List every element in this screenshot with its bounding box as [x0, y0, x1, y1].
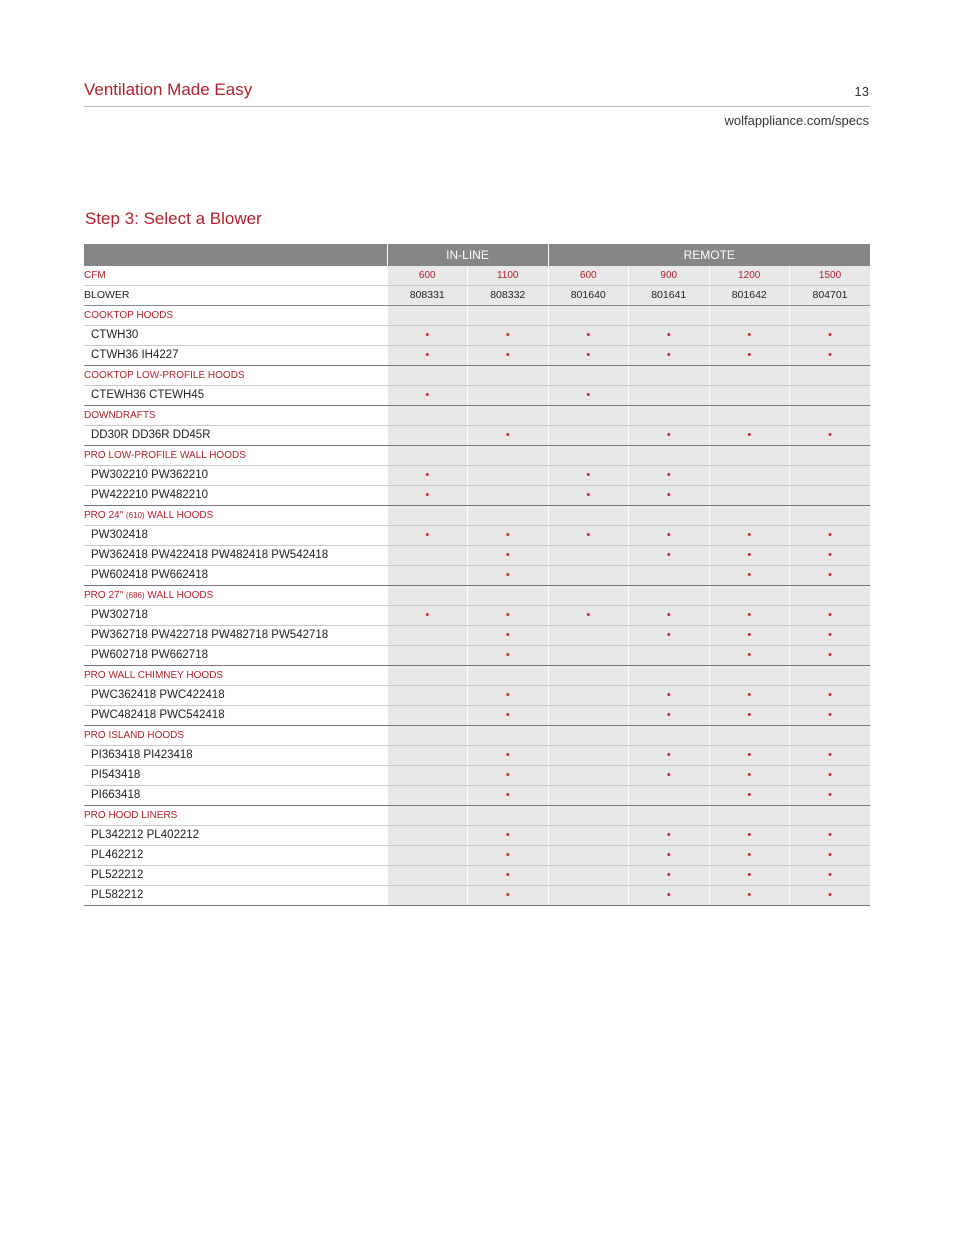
category-empty-cell — [548, 306, 629, 326]
category-empty-cell — [468, 446, 549, 466]
category-empty-cell — [468, 406, 549, 426]
group-header-blank — [84, 244, 387, 266]
model-numbers: PL342212 PL402212 — [84, 826, 387, 846]
compatible-dot: • — [468, 686, 549, 706]
model-numbers: PL582212 — [84, 886, 387, 906]
empty-cell — [548, 846, 629, 866]
category-row — [84, 366, 870, 386]
category-label-text: PRO 27" — [84, 590, 126, 601]
empty-cell — [387, 826, 468, 846]
category-row — [84, 406, 870, 426]
model-numbers: DD30R DD36R DD45R — [84, 426, 387, 446]
category-empty-cell — [387, 446, 468, 466]
compatible-dot: • — [790, 526, 871, 546]
model-numbers: CTWH36 IH4227 — [84, 346, 387, 366]
blower-model-number: 801641 — [629, 286, 710, 306]
compatible-dot: • — [629, 546, 710, 566]
compatible-dot: • — [790, 626, 871, 646]
compatible-dot: • — [468, 646, 549, 666]
compatible-dot: • — [629, 426, 710, 446]
model-numbers: PI543418 — [84, 766, 387, 786]
blower-model-number: 801640 — [548, 286, 629, 306]
category-empty-cell — [629, 406, 710, 426]
compatible-dot: • — [468, 566, 549, 586]
compatible-dot: • — [548, 386, 629, 406]
category-empty-cell — [387, 506, 468, 526]
compatible-dot: • — [468, 606, 549, 626]
model-numbers: PI363418 PI423418 — [84, 746, 387, 766]
model-numbers: PW602718 PW662718 — [84, 646, 387, 666]
compatible-dot: • — [709, 706, 790, 726]
compatible-dot: • — [629, 606, 710, 626]
compatible-dot: • — [790, 546, 871, 566]
compatible-dot: • — [790, 826, 871, 846]
category-empty-cell — [709, 806, 790, 826]
category-label-text: WALL HOODS — [144, 510, 214, 521]
empty-cell — [387, 626, 468, 646]
group-header-inline: IN-LINE — [387, 244, 548, 266]
compatible-dot: • — [468, 526, 549, 546]
compatible-dot: • — [790, 566, 871, 586]
empty-cell — [548, 626, 629, 646]
category-empty-cell — [709, 586, 790, 606]
empty-cell — [548, 746, 629, 766]
compatible-dot: • — [709, 346, 790, 366]
empty-cell — [387, 566, 468, 586]
compatible-dot: • — [629, 526, 710, 546]
compatible-dot: • — [468, 886, 549, 906]
category-label — [84, 506, 387, 526]
compatible-dot: • — [629, 766, 710, 786]
empty-cell — [548, 766, 629, 786]
category-row — [84, 506, 870, 526]
empty-cell — [629, 386, 710, 406]
compatible-dot: • — [629, 886, 710, 906]
empty-cell — [709, 486, 790, 506]
category-empty-cell — [548, 506, 629, 526]
blower-selection-table — [84, 244, 870, 906]
compatible-dot: • — [468, 626, 549, 646]
compatible-dot: • — [629, 846, 710, 866]
header-divider — [84, 106, 870, 107]
model-row — [84, 426, 870, 446]
page-number: 13 — [854, 84, 869, 99]
empty-cell — [468, 486, 549, 506]
empty-cell — [387, 546, 468, 566]
category-empty-cell — [709, 726, 790, 746]
category-empty-cell — [387, 806, 468, 826]
blower-row — [84, 286, 870, 306]
model-numbers: PW302210 PW362210 — [84, 466, 387, 486]
model-numbers: PL462212 — [84, 846, 387, 866]
compatible-dot: • — [468, 426, 549, 446]
category-row — [84, 306, 870, 326]
compatible-dot: • — [709, 566, 790, 586]
category-empty-cell — [387, 666, 468, 686]
compatible-dot: • — [629, 746, 710, 766]
compatible-dot: • — [790, 886, 871, 906]
compatible-dot: • — [709, 826, 790, 846]
compatible-dot: • — [548, 606, 629, 626]
empty-cell — [387, 706, 468, 726]
category-empty-cell — [709, 306, 790, 326]
empty-cell — [468, 386, 549, 406]
compatible-dot: • — [468, 346, 549, 366]
empty-cell — [548, 826, 629, 846]
model-row — [84, 486, 870, 506]
compatible-dot: • — [548, 346, 629, 366]
category-empty-cell — [548, 446, 629, 466]
category-empty-cell — [548, 586, 629, 606]
compatible-dot: • — [790, 786, 871, 806]
category-empty-cell — [629, 366, 710, 386]
blower-model-number: 801642 — [709, 286, 790, 306]
compatible-dot: • — [709, 526, 790, 546]
model-row — [84, 386, 870, 406]
compatible-dot: • — [709, 646, 790, 666]
empty-cell — [629, 566, 710, 586]
compatible-dot: • — [468, 846, 549, 866]
category-empty-cell — [790, 446, 871, 466]
category-empty-cell — [790, 586, 871, 606]
compatible-dot: • — [790, 606, 871, 626]
category-row — [84, 586, 870, 606]
compatible-dot: • — [468, 766, 549, 786]
compatible-dot: • — [468, 746, 549, 766]
model-row — [84, 886, 870, 906]
empty-cell — [548, 426, 629, 446]
compatible-dot: • — [790, 326, 871, 346]
model-numbers: PW422210 PW482210 — [84, 486, 387, 506]
empty-cell — [790, 386, 871, 406]
group-header-row — [84, 244, 870, 266]
group-header-remote: REMOTE — [548, 244, 870, 266]
compatible-dot: • — [790, 646, 871, 666]
model-row — [84, 346, 870, 366]
model-row — [84, 646, 870, 666]
category-label: DOWNDRAFTS — [84, 406, 387, 426]
page-title: Ventilation Made Easy — [84, 80, 253, 99]
model-numbers: PI663418 — [84, 786, 387, 806]
empty-cell — [387, 646, 468, 666]
compatible-dot: • — [387, 346, 468, 366]
cfm-value: 1200 — [709, 266, 790, 286]
category-empty-cell — [790, 666, 871, 686]
category-empty-cell — [709, 666, 790, 686]
compatible-dot: • — [790, 346, 871, 366]
empty-cell — [387, 746, 468, 766]
category-row — [84, 806, 870, 826]
category-empty-cell — [548, 406, 629, 426]
model-row — [84, 746, 870, 766]
empty-cell — [629, 786, 710, 806]
empty-cell — [387, 886, 468, 906]
empty-cell — [548, 566, 629, 586]
category-empty-cell — [629, 446, 710, 466]
category-label: PRO HOOD LINERS — [84, 806, 387, 826]
category-empty-cell — [629, 806, 710, 826]
category-label-metric: (610) — [125, 511, 145, 520]
empty-cell — [468, 466, 549, 486]
compatible-dot: • — [790, 846, 871, 866]
cfm-value: 1100 — [468, 266, 549, 286]
category-label-text: PRO 24" — [84, 510, 126, 521]
compatible-dot: • — [709, 606, 790, 626]
category-label: COOKTOP HOODS — [84, 306, 387, 326]
compatible-dot: • — [709, 746, 790, 766]
model-row — [84, 606, 870, 626]
category-empty-cell — [629, 586, 710, 606]
category-empty-cell — [387, 306, 468, 326]
compatible-dot: • — [629, 686, 710, 706]
category-label: PRO ISLAND HOODS — [84, 726, 387, 746]
category-empty-cell — [468, 586, 549, 606]
compatible-dot: • — [468, 826, 549, 846]
blower-model-number: 808331 — [387, 286, 468, 306]
compatible-dot: • — [629, 346, 710, 366]
compatible-dot: • — [790, 706, 871, 726]
category-empty-cell — [468, 306, 549, 326]
category-empty-cell — [629, 666, 710, 686]
category-empty-cell — [790, 406, 871, 426]
model-row — [84, 866, 870, 886]
cfm-row — [84, 266, 870, 286]
compatible-dot: • — [709, 546, 790, 566]
category-empty-cell — [709, 506, 790, 526]
compatible-dot: • — [709, 786, 790, 806]
model-row — [84, 766, 870, 786]
compatible-dot: • — [468, 546, 549, 566]
category-label — [84, 586, 387, 606]
cfm-label: CFM — [84, 266, 387, 286]
empty-cell — [548, 786, 629, 806]
step-title: Step 3: Select a Blower — [85, 209, 262, 228]
blower-model-number: 808332 — [468, 286, 549, 306]
compatible-dot: • — [629, 706, 710, 726]
compatible-dot: • — [709, 886, 790, 906]
model-numbers: PW602418 PW662418 — [84, 566, 387, 586]
model-numbers: CTEWH36 CTEWH45 — [84, 386, 387, 406]
category-label: COOKTOP LOW-PROFILE HOODS — [84, 366, 387, 386]
category-empty-cell — [468, 806, 549, 826]
model-numbers: PL522212 — [84, 866, 387, 886]
category-empty-cell — [468, 506, 549, 526]
compatible-dot: • — [790, 866, 871, 886]
compatible-dot: • — [629, 466, 710, 486]
model-row — [84, 826, 870, 846]
compatible-dot: • — [468, 326, 549, 346]
compatible-dot: • — [709, 866, 790, 886]
compatible-dot: • — [629, 626, 710, 646]
compatible-dot: • — [790, 746, 871, 766]
blower-model-number: 804701 — [790, 286, 871, 306]
empty-cell — [548, 706, 629, 726]
empty-cell — [387, 766, 468, 786]
model-numbers: CTWH30 — [84, 326, 387, 346]
empty-cell — [548, 546, 629, 566]
compatible-dot: • — [709, 626, 790, 646]
cfm-value: 600 — [387, 266, 468, 286]
category-empty-cell — [548, 666, 629, 686]
compatible-dot: • — [387, 526, 468, 546]
compatible-dot: • — [709, 766, 790, 786]
compatible-dot: • — [387, 606, 468, 626]
category-empty-cell — [468, 726, 549, 746]
cfm-value: 1500 — [790, 266, 871, 286]
empty-cell — [387, 786, 468, 806]
category-empty-cell — [629, 506, 710, 526]
empty-cell — [387, 866, 468, 886]
compatible-dot: • — [790, 426, 871, 446]
compatible-dot: • — [468, 706, 549, 726]
compatible-dot: • — [387, 466, 468, 486]
category-empty-cell — [468, 666, 549, 686]
category-empty-cell — [387, 726, 468, 746]
category-empty-cell — [387, 586, 468, 606]
compatible-dot: • — [709, 426, 790, 446]
empty-cell — [790, 466, 871, 486]
category-row — [84, 666, 870, 686]
model-row — [84, 786, 870, 806]
compatible-dot: • — [709, 686, 790, 706]
category-empty-cell — [548, 806, 629, 826]
category-empty-cell — [790, 306, 871, 326]
compatible-dot: • — [548, 466, 629, 486]
blower-label: BLOWER — [84, 286, 387, 306]
category-label: PRO WALL CHIMNEY HOODS — [84, 666, 387, 686]
empty-cell — [548, 646, 629, 666]
category-empty-cell — [548, 366, 629, 386]
category-empty-cell — [468, 366, 549, 386]
category-empty-cell — [709, 366, 790, 386]
model-numbers: PWC362418 PWC422418 — [84, 686, 387, 706]
empty-cell — [387, 686, 468, 706]
compatible-dot: • — [709, 326, 790, 346]
empty-cell — [709, 466, 790, 486]
model-numbers: PW362418 PW422418 PW482418 PW542418 — [84, 546, 387, 566]
model-row — [84, 466, 870, 486]
compatible-dot: • — [548, 526, 629, 546]
model-row — [84, 566, 870, 586]
category-empty-cell — [790, 506, 871, 526]
compatible-dot: • — [629, 486, 710, 506]
model-numbers: PW302718 — [84, 606, 387, 626]
compatible-dot: • — [548, 486, 629, 506]
category-empty-cell — [709, 406, 790, 426]
model-numbers: PWC482418 PWC542418 — [84, 706, 387, 726]
empty-cell — [790, 486, 871, 506]
category-label-metric: (686) — [125, 591, 145, 600]
compatible-dot: • — [387, 486, 468, 506]
category-empty-cell — [629, 306, 710, 326]
category-empty-cell — [790, 726, 871, 746]
model-row — [84, 326, 870, 346]
category-label-text: WALL HOODS — [144, 590, 214, 601]
model-row — [84, 526, 870, 546]
empty-cell — [387, 426, 468, 446]
compatible-dot: • — [468, 786, 549, 806]
compatible-dot: • — [790, 766, 871, 786]
model-row — [84, 686, 870, 706]
model-row — [84, 626, 870, 646]
category-row — [84, 726, 870, 746]
model-numbers: PW302418 — [84, 526, 387, 546]
specs-url: wolfappliance.com/specs — [724, 113, 869, 128]
category-empty-cell — [629, 726, 710, 746]
category-empty-cell — [387, 406, 468, 426]
category-empty-cell — [790, 366, 871, 386]
empty-cell — [709, 386, 790, 406]
category-empty-cell — [387, 366, 468, 386]
compatible-dot: • — [709, 846, 790, 866]
empty-cell — [387, 846, 468, 866]
category-row — [84, 446, 870, 466]
empty-cell — [548, 886, 629, 906]
compatible-dot: • — [468, 866, 549, 886]
category-empty-cell — [548, 726, 629, 746]
category-label: PRO LOW-PROFILE WALL HOODS — [84, 446, 387, 466]
empty-cell — [548, 686, 629, 706]
compatible-dot: • — [790, 686, 871, 706]
model-row — [84, 846, 870, 866]
empty-cell — [548, 866, 629, 886]
compatible-dot: • — [387, 326, 468, 346]
model-numbers: PW362718 PW422718 PW482718 PW542718 — [84, 626, 387, 646]
cfm-value: 600 — [548, 266, 629, 286]
compatible-dot: • — [629, 326, 710, 346]
compatible-dot: • — [548, 326, 629, 346]
category-empty-cell — [790, 806, 871, 826]
compatible-dot: • — [629, 826, 710, 846]
cfm-value: 900 — [629, 266, 710, 286]
model-row — [84, 706, 870, 726]
compatible-dot: • — [387, 386, 468, 406]
compatible-dot: • — [629, 866, 710, 886]
empty-cell — [629, 646, 710, 666]
model-row — [84, 546, 870, 566]
category-empty-cell — [709, 446, 790, 466]
